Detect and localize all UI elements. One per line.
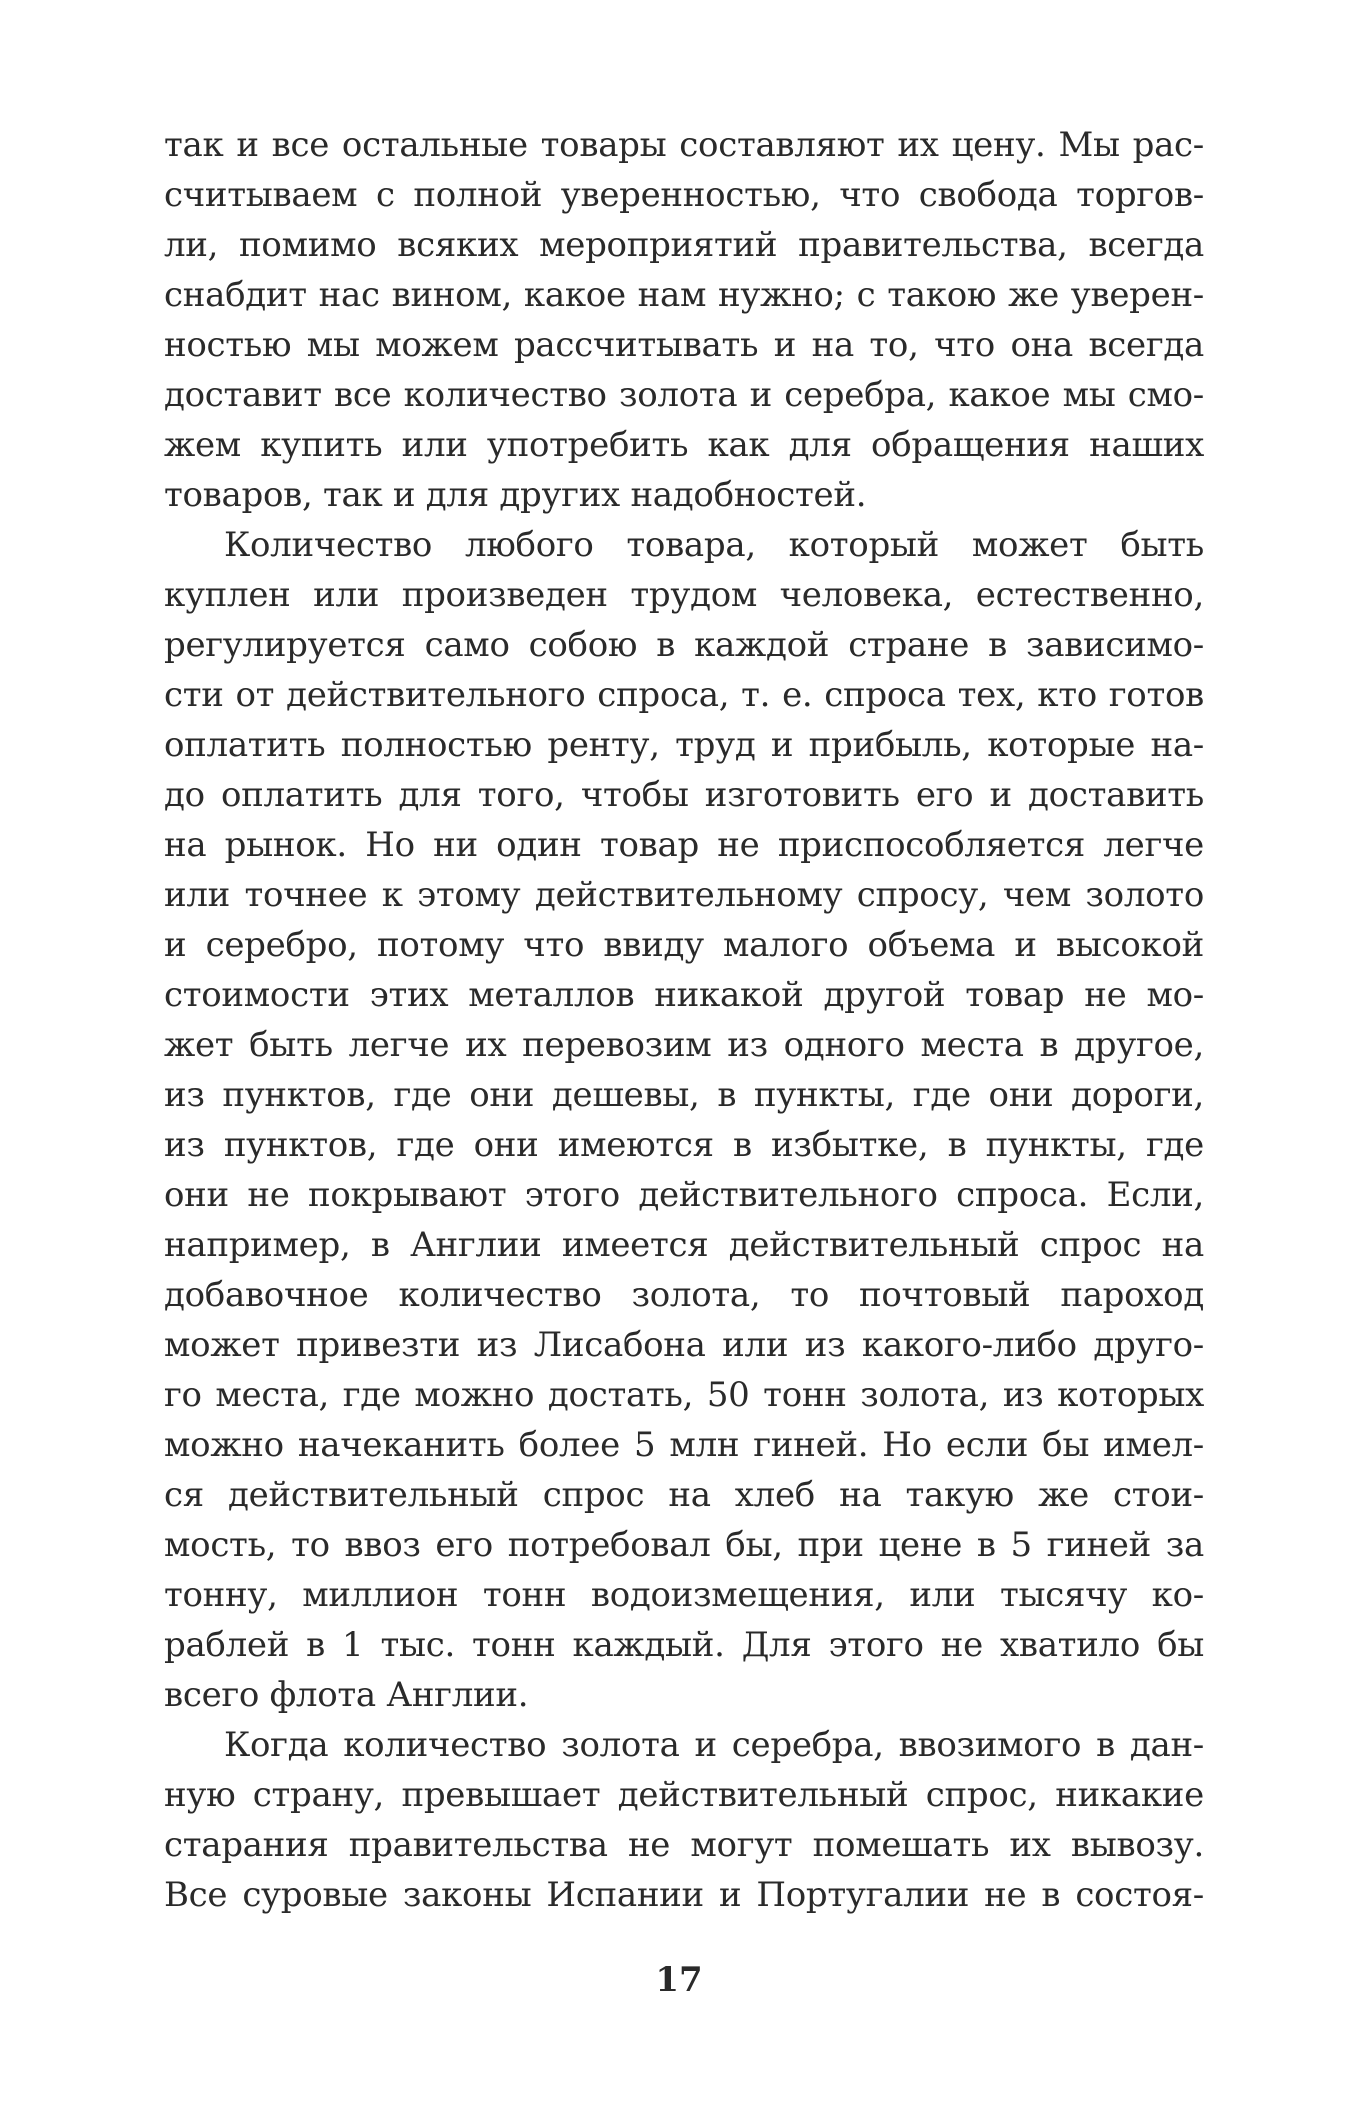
text-line: регулируется само собою в каждой стране в зависимо- (164, 625, 1204, 665)
text-line: например, в Англии имеется действительный спрос на (164, 1225, 1204, 1265)
text-line: всего флота Англии. (164, 1675, 529, 1715)
text-line: считываем с полной уверенностью, что свобода торгов- (164, 175, 1204, 215)
text-line: старания правительства не могут помешать их вывозу. (164, 1825, 1204, 1865)
text-line: жет быть легче их перевозим из одного места в другое, (164, 1025, 1204, 1065)
text-line: добавочное количество золота, то почтовый пароход (164, 1275, 1204, 1315)
text-line: на рынок. Но ни один товар не приспособляется легче (164, 825, 1204, 865)
text-line: мость, то ввоз его потребовал бы, при цене в 5 гиней за (164, 1525, 1204, 1565)
text-line: они не покрывают этого действительного спроса. Если, (164, 1175, 1204, 1215)
text-line: до оплатить для того, чтобы изготовить его и доставить (164, 775, 1204, 815)
text-line: и серебро, потому что ввиду малого объема и высокой (164, 925, 1204, 965)
text-line: го места, где можно достать, 50 тонн золота, из которых (164, 1375, 1204, 1415)
text-line: так и все остальные товары составляют их цену. Мы рас- (164, 125, 1204, 165)
text-line: Все суровые законы Испании и Португалии не в состоя- (164, 1875, 1204, 1915)
text-line: оплатить полностью ренту, труд и прибыль, которые на- (164, 725, 1204, 765)
text-line: или точнее к этому действительному спросу, чем золото (164, 875, 1204, 915)
text-line: стоимости этих металлов никакой другой товар не мо- (164, 975, 1204, 1015)
text-line: может привезти из Лисабона или из какого-либо друго- (164, 1325, 1204, 1365)
text-line: доставит все количество золота и серебра, какое мы смо- (164, 375, 1204, 415)
paragraph (164, 520, 1204, 1720)
text-line: сти от действительного спроса, т. е. спроса тех, кто готов (164, 675, 1204, 715)
text-line: снабдит нас вином, какое нам нужно; с такою же уверен- (164, 275, 1204, 315)
text-line: ную страну, превышает действительный спрос, никакие (164, 1775, 1204, 1815)
text-line: можно начеканить более 5 млн гиней. Но если бы имел- (164, 1425, 1204, 1465)
text-line: раблей в 1 тыс. тонн каждый. Для этого не хватило бы (164, 1625, 1204, 1665)
page-text (164, 120, 1204, 1920)
text-line: ли, помимо всяких мероприятий правительства, всегда (164, 225, 1204, 265)
text-line: жем купить или употребить как для обращения наших (164, 425, 1204, 465)
paragraph (164, 1720, 1204, 1920)
text-line: Количество любого товара, который может быть (224, 525, 1204, 565)
text-line: товаров, так и для других надобностей. (164, 475, 867, 515)
text-line: ностью мы можем рассчитывать и на то, что она всегда (164, 325, 1204, 365)
text-line: из пунктов, где они имеются в избытке, в пункты, где (164, 1125, 1204, 1165)
text-line: тонну, миллион тонн водоизмещения, или тысячу ко- (164, 1575, 1204, 1615)
text-line: куплен или произведен трудом человека, естественно, (164, 575, 1204, 615)
text-line: Когда количество золота и серебра, ввозимого в дан- (224, 1725, 1204, 1765)
page-number: 17 (655, 1960, 703, 2000)
paragraph (164, 120, 1204, 520)
text-line: ся действительный спрос на хлеб на такую же стои- (164, 1475, 1204, 1515)
text-line: из пунктов, где они дешевы, в пункты, где они дороги, (164, 1075, 1204, 1115)
